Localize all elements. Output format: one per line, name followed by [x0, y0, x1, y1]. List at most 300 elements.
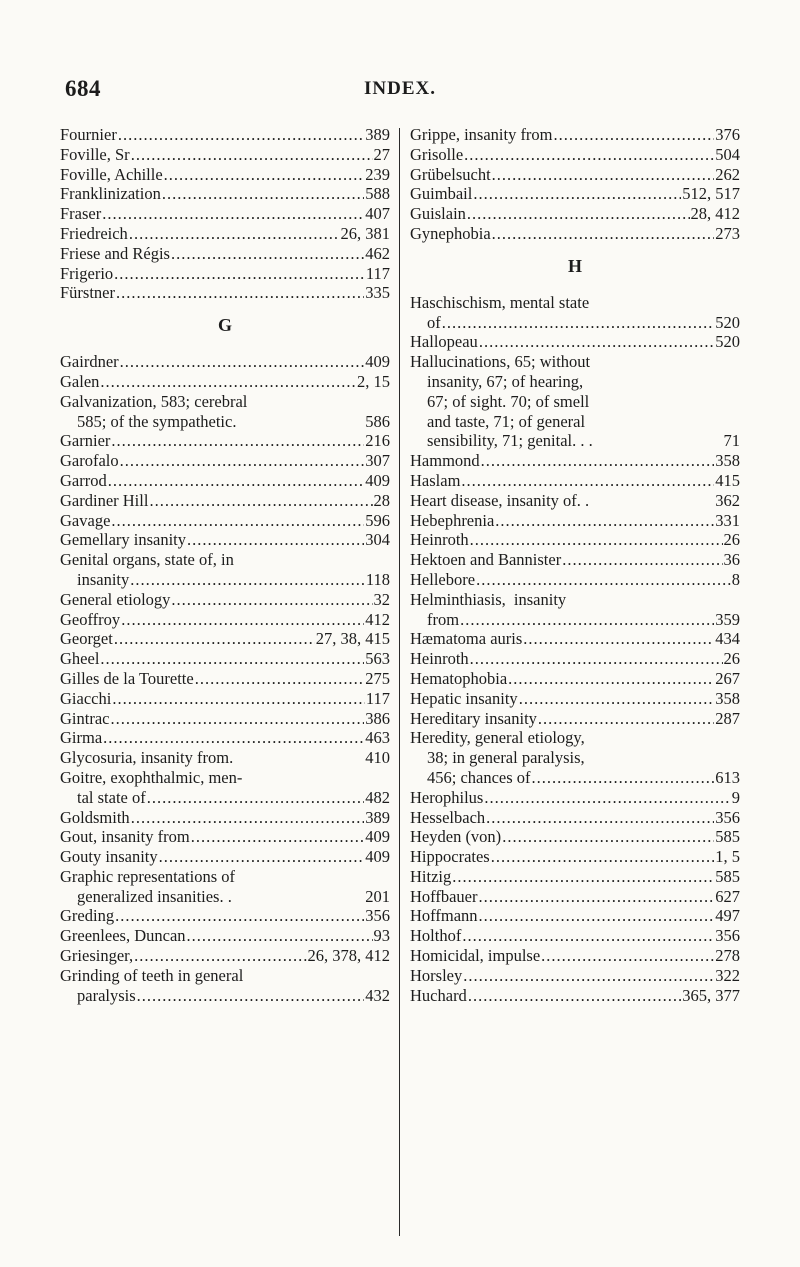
entry-text: of	[427, 312, 441, 332]
dot-leader	[149, 491, 372, 511]
entry-text: Hoffmann	[410, 906, 478, 926]
entry-line	[60, 165, 390, 185]
dot-leader	[519, 689, 715, 709]
section-letter-g: G	[217, 315, 232, 336]
page-reference: 278	[715, 946, 740, 966]
index-entry	[60, 392, 390, 432]
entry-line	[60, 649, 390, 669]
dot-leader	[112, 689, 365, 709]
entry-line	[410, 808, 740, 828]
page-reference: 117	[365, 263, 390, 283]
index-entry	[410, 165, 740, 185]
entry-text: Fraser	[60, 204, 102, 224]
dot-leader	[100, 649, 364, 669]
page-reference: 287	[715, 708, 740, 728]
page-reference: 304	[365, 530, 390, 550]
entry-line	[410, 669, 740, 689]
page-reference: 273	[715, 223, 740, 243]
page-reference: 307	[365, 451, 390, 471]
entry-continuation-line	[410, 748, 740, 768]
index-entry	[60, 204, 390, 224]
index-entry	[410, 887, 740, 907]
dot-leader	[523, 629, 714, 649]
page-reference: 356	[715, 926, 740, 946]
dot-leader	[486, 808, 714, 828]
dot-leader	[462, 926, 714, 946]
index-entry	[60, 372, 390, 392]
page-reference: 362	[715, 490, 740, 510]
entry-text: General etiology	[60, 589, 171, 609]
entry-line	[60, 224, 390, 244]
entry-text: Genital organs, state of, in	[60, 550, 234, 570]
entry-line	[410, 590, 740, 610]
dot-leader	[115, 906, 364, 926]
page-reference: 520	[715, 312, 740, 332]
dot-leader	[464, 145, 714, 165]
entry-line	[410, 906, 740, 926]
page-number: 684	[65, 76, 101, 101]
page-reference: 358	[715, 451, 740, 471]
dot-leader	[195, 669, 365, 689]
entry-text: Greenlees, Duncan	[60, 926, 186, 946]
dot-leader	[131, 808, 365, 828]
dot-leader	[452, 867, 714, 887]
entry-line	[410, 471, 740, 491]
index-column-left	[60, 125, 390, 1005]
entry-text: paralysis	[77, 985, 136, 1005]
page-reference: 520	[715, 332, 740, 352]
page-reference: 71	[723, 431, 740, 451]
entry-text: Fürstner	[60, 283, 115, 303]
dot-leader	[479, 332, 714, 352]
dot-leader	[461, 471, 714, 491]
dot-leader	[495, 511, 714, 531]
index-entry	[410, 451, 740, 471]
dot-leader	[120, 352, 365, 372]
entry-line	[410, 204, 740, 224]
page-reference: 563	[365, 649, 390, 669]
entry-text: Gardiner Hill	[60, 490, 149, 510]
entry-line	[410, 165, 740, 185]
entry-text: 38; in general paralysis,	[427, 748, 585, 768]
entry-text: Goitre, exophthalmic, men-	[60, 767, 243, 787]
page-reference: 409	[365, 827, 390, 847]
entry-line	[60, 669, 390, 689]
dot-leader	[147, 788, 365, 808]
entry-text: Gintrac	[60, 708, 110, 728]
entry-line	[60, 946, 390, 966]
dot-leader	[492, 165, 715, 185]
entry-line	[410, 847, 740, 867]
index-entry	[410, 204, 740, 224]
dot-leader	[110, 709, 364, 729]
index-entry	[60, 451, 390, 471]
entry-continuation-line	[60, 887, 390, 907]
dot-leader	[484, 788, 730, 808]
entry-text: Gilles de la Tourette	[60, 668, 194, 688]
entry-text: Hallopeau	[410, 332, 478, 352]
dot-leader	[479, 906, 715, 926]
index-entry	[410, 906, 740, 926]
entry-text: Goldsmith	[60, 807, 130, 827]
entry-text: Hebephrenia	[410, 510, 495, 530]
index-entry	[410, 471, 740, 491]
entry-line	[60, 184, 390, 204]
page-reference: 415	[715, 470, 740, 490]
entry-text: Friedreich	[60, 223, 128, 243]
page-reference: 585	[715, 827, 740, 847]
page-reference: 504	[715, 144, 740, 164]
index-entry	[410, 986, 740, 1006]
dot-leader	[111, 511, 364, 531]
entry-line	[410, 946, 740, 966]
dot-leader	[502, 827, 714, 847]
page-reference: 386	[365, 708, 390, 728]
page-reference: 586	[365, 411, 390, 431]
page-reference: 267	[715, 668, 740, 688]
entry-text: Haschischism, mental state	[410, 292, 590, 312]
entry-text: insanity, 67; of hearing,	[427, 371, 584, 391]
dot-leader	[508, 669, 714, 689]
index-entry	[60, 511, 390, 531]
entry-line	[410, 332, 740, 352]
dot-leader	[467, 204, 690, 224]
section-letter-h: H	[567, 255, 582, 276]
entry-line	[60, 847, 390, 867]
index-entry	[60, 224, 390, 244]
entry-line	[60, 372, 390, 392]
page-reference: 482	[365, 787, 390, 807]
index-entry	[60, 709, 390, 729]
entry-continuation-line	[60, 986, 390, 1006]
index-entry	[410, 550, 740, 570]
index-entry	[60, 184, 390, 204]
index-entry	[60, 808, 390, 828]
dot-leader	[473, 184, 681, 204]
dot-leader	[100, 372, 356, 392]
entry-line	[60, 926, 390, 946]
dot-leader	[442, 313, 715, 333]
dot-leader	[187, 926, 373, 946]
index-entry	[410, 530, 740, 550]
entry-continuation-line	[410, 313, 740, 333]
entry-line	[60, 867, 390, 887]
entry-text: Heyden (von)	[410, 827, 502, 847]
entry-line	[60, 264, 390, 284]
entry-text: Hammond	[410, 451, 480, 471]
entry-line	[410, 511, 740, 531]
entry-text: Hallucinations, 65; without	[410, 352, 591, 372]
index-entry	[410, 709, 740, 729]
dot-leader	[492, 224, 715, 244]
entry-text: Hitzig	[410, 866, 452, 886]
dot-leader	[562, 550, 722, 570]
dot-leader	[102, 204, 364, 224]
entry-text: Hellebore	[410, 569, 476, 589]
index-entry	[60, 946, 390, 966]
index-entry	[60, 827, 390, 847]
page-reference: 9	[731, 787, 740, 807]
index-entry	[60, 689, 390, 709]
index-entry	[410, 847, 740, 867]
entry-line	[410, 966, 740, 986]
entry-text: Grisolle	[410, 144, 464, 164]
entry-text: Giacchi	[60, 688, 112, 708]
entry-text: Franklinization	[60, 184, 161, 204]
index-entry	[410, 946, 740, 966]
entry-line	[60, 768, 390, 788]
entry-line	[410, 926, 740, 946]
index-entry	[60, 867, 390, 907]
entry-continuation-line	[410, 372, 740, 392]
index-entry	[60, 145, 390, 165]
index-entry	[60, 550, 390, 590]
entry-continuation-line	[410, 412, 740, 432]
dot-leader	[171, 590, 372, 610]
entry-text: generalized insanities. .	[77, 886, 232, 906]
page-reference: 262	[715, 164, 740, 184]
index-entry	[410, 570, 740, 590]
entry-text: Georget	[60, 629, 113, 649]
entry-continuation-line	[410, 431, 740, 451]
dot-leader	[476, 570, 731, 590]
entry-line	[410, 986, 740, 1006]
index-entry	[60, 728, 390, 748]
entry-line	[410, 709, 740, 729]
entry-line	[60, 629, 390, 649]
entry-text: Fournier	[60, 125, 117, 144]
entry-text: Greding	[60, 906, 115, 926]
page-reference: 93	[373, 926, 390, 946]
entry-text: Horsley	[410, 965, 463, 985]
entry-continuation-line	[410, 392, 740, 412]
dot-leader	[162, 184, 364, 204]
entry-line	[60, 283, 390, 303]
entry-text: Heart disease, insanity of. .	[410, 490, 590, 510]
entry-text: Hektoen and Bannister	[410, 550, 562, 570]
index-entry	[410, 728, 740, 787]
page-reference: 409	[365, 470, 390, 490]
page-reference: 613	[715, 767, 740, 787]
index-entry	[410, 125, 740, 145]
entry-text: Hesselbach	[410, 807, 486, 827]
index-entry	[60, 629, 390, 649]
entry-line	[60, 451, 390, 471]
index-entry	[410, 332, 740, 352]
page-reference: 497	[715, 906, 740, 926]
dot-leader	[470, 530, 723, 550]
index-entry	[60, 264, 390, 284]
entry-text: Friese and Régis	[60, 243, 170, 263]
entry-text: Gouty insanity	[60, 847, 158, 867]
index-entry	[60, 491, 390, 511]
index-entry	[60, 352, 390, 372]
entry-text: Garnier	[60, 431, 111, 451]
index-entry	[60, 431, 390, 451]
index-entry	[410, 511, 740, 531]
entry-line	[410, 184, 740, 204]
index-column-right	[410, 125, 740, 1005]
index-entry	[410, 669, 740, 689]
entry-line	[410, 352, 740, 372]
page-header	[65, 76, 735, 106]
page-reference: 322	[715, 965, 740, 985]
entry-continuation-line	[410, 610, 740, 630]
dot-leader	[120, 451, 365, 471]
page-reference: 585	[715, 866, 740, 886]
entry-line	[60, 145, 390, 165]
entry-text: 585; of the sympathetic.	[77, 411, 237, 431]
index-entry	[410, 926, 740, 946]
index-entry	[410, 966, 740, 986]
dot-leader	[541, 946, 714, 966]
entry-text: insanity	[77, 569, 130, 589]
index-entry	[410, 145, 740, 165]
index-entry	[410, 788, 740, 808]
entry-text: Foville, Achille	[60, 164, 163, 184]
dot-leader	[114, 629, 315, 649]
page-reference: 596	[365, 510, 390, 530]
dot-leader	[129, 224, 340, 244]
entry-text: Hereditary insanity	[410, 708, 537, 728]
entry-line	[60, 709, 390, 729]
entry-text: Galen	[60, 371, 100, 391]
entry-text: and taste, 71; of general	[427, 411, 586, 431]
dot-leader	[187, 530, 364, 550]
page-reference: 1, 5	[715, 847, 740, 867]
dot-leader	[118, 125, 364, 145]
page-reference: 389	[365, 125, 390, 144]
entry-text: Hippocrates	[410, 847, 490, 867]
page-reference: 389	[365, 807, 390, 827]
entry-line	[60, 610, 390, 630]
page-reference: 409	[365, 352, 390, 372]
entry-continuation-line	[410, 768, 740, 788]
page-reference: 409	[365, 847, 390, 867]
index-entry	[60, 669, 390, 689]
index-entry	[410, 808, 740, 828]
entry-line	[60, 431, 390, 451]
index-entry	[60, 165, 390, 185]
index-entry	[60, 590, 390, 610]
entry-text: Girma	[60, 728, 103, 748]
index-entry	[410, 293, 740, 333]
entry-text: Helminthiasis, insanity	[410, 589, 567, 609]
dot-leader	[538, 709, 714, 729]
entry-text: Heinroth	[410, 649, 469, 669]
dot-leader	[111, 431, 364, 451]
page-reference: 2, 15	[357, 371, 390, 391]
index-entry	[60, 926, 390, 946]
index-entry	[60, 649, 390, 669]
entry-line	[410, 224, 740, 244]
page-reference: 412	[365, 609, 390, 629]
entry-text: Graphic representations of	[60, 866, 236, 886]
entry-continuation-line	[60, 788, 390, 808]
entry-line	[410, 293, 740, 313]
dot-leader	[171, 244, 364, 264]
page-reference: 216	[365, 431, 390, 451]
entry-text: Gheel	[60, 649, 100, 669]
entry-text: Garofalo	[60, 451, 119, 471]
entry-text: Homicidal, impulse	[410, 946, 541, 966]
page-reference: 8	[731, 569, 740, 589]
entry-line	[60, 966, 390, 986]
page-reference: 335	[365, 283, 390, 303]
page-reference: 410	[365, 748, 390, 768]
entry-text: 67; of sight. 70; of smell	[427, 391, 590, 411]
entry-text: Gemellary insanity	[60, 530, 187, 550]
entry-line	[410, 491, 740, 511]
page-reference: 462	[365, 243, 390, 263]
entry-text: Heinroth	[410, 530, 469, 550]
entry-line	[60, 352, 390, 372]
dot-leader	[159, 847, 365, 867]
dot-leader	[491, 847, 715, 867]
index-entry	[410, 590, 740, 630]
index-entry	[410, 629, 740, 649]
entry-line	[60, 748, 390, 768]
page-reference: 588	[365, 184, 390, 204]
index-entry	[410, 689, 740, 709]
entry-line	[410, 728, 740, 748]
page-reference: 26, 381	[340, 223, 390, 243]
entry-text: sensibility, 71; genital. . .	[427, 431, 593, 451]
page-reference: 358	[715, 688, 740, 708]
entry-line	[60, 808, 390, 828]
index-entry	[410, 491, 740, 511]
index-entry	[410, 649, 740, 669]
page-reference: 463	[365, 728, 390, 748]
index-entry	[410, 184, 740, 204]
entry-text: Gavage	[60, 510, 111, 530]
index-entry	[410, 224, 740, 244]
entry-line	[60, 392, 390, 412]
page-reference: 32	[373, 589, 390, 609]
entry-line	[60, 530, 390, 550]
index-entry	[60, 283, 390, 303]
index-entry	[60, 610, 390, 630]
entry-line	[60, 471, 390, 491]
entry-text: Griesinger,	[60, 946, 134, 966]
entry-line	[410, 570, 740, 590]
entry-text: Holthof	[410, 926, 462, 946]
dot-leader	[121, 610, 364, 630]
dot-leader	[103, 728, 364, 748]
entry-text: Grippe, insanity from	[410, 125, 553, 144]
page-reference: 432	[365, 985, 390, 1005]
index-entry	[410, 827, 740, 847]
dot-leader	[131, 145, 373, 165]
dot-leader	[114, 264, 365, 284]
entry-line	[60, 511, 390, 531]
page-reference: 28	[373, 490, 390, 510]
entry-continuation-line	[60, 412, 390, 432]
page-reference: 36	[723, 550, 740, 570]
page-reference: 239	[365, 164, 390, 184]
page-reference: 376	[715, 125, 740, 144]
entry-text: Guislain	[410, 204, 466, 224]
entry-text: from	[427, 609, 460, 629]
dot-leader	[191, 827, 365, 847]
entry-line	[410, 550, 740, 570]
entry-text: Herophilus	[410, 787, 484, 807]
page-reference: 26, 378, 412	[307, 946, 390, 966]
index-entry	[60, 748, 390, 768]
entry-text: Heredity, general etiology,	[410, 728, 585, 748]
entry-line	[60, 491, 390, 511]
entry-text: Gynephobia	[410, 223, 491, 243]
